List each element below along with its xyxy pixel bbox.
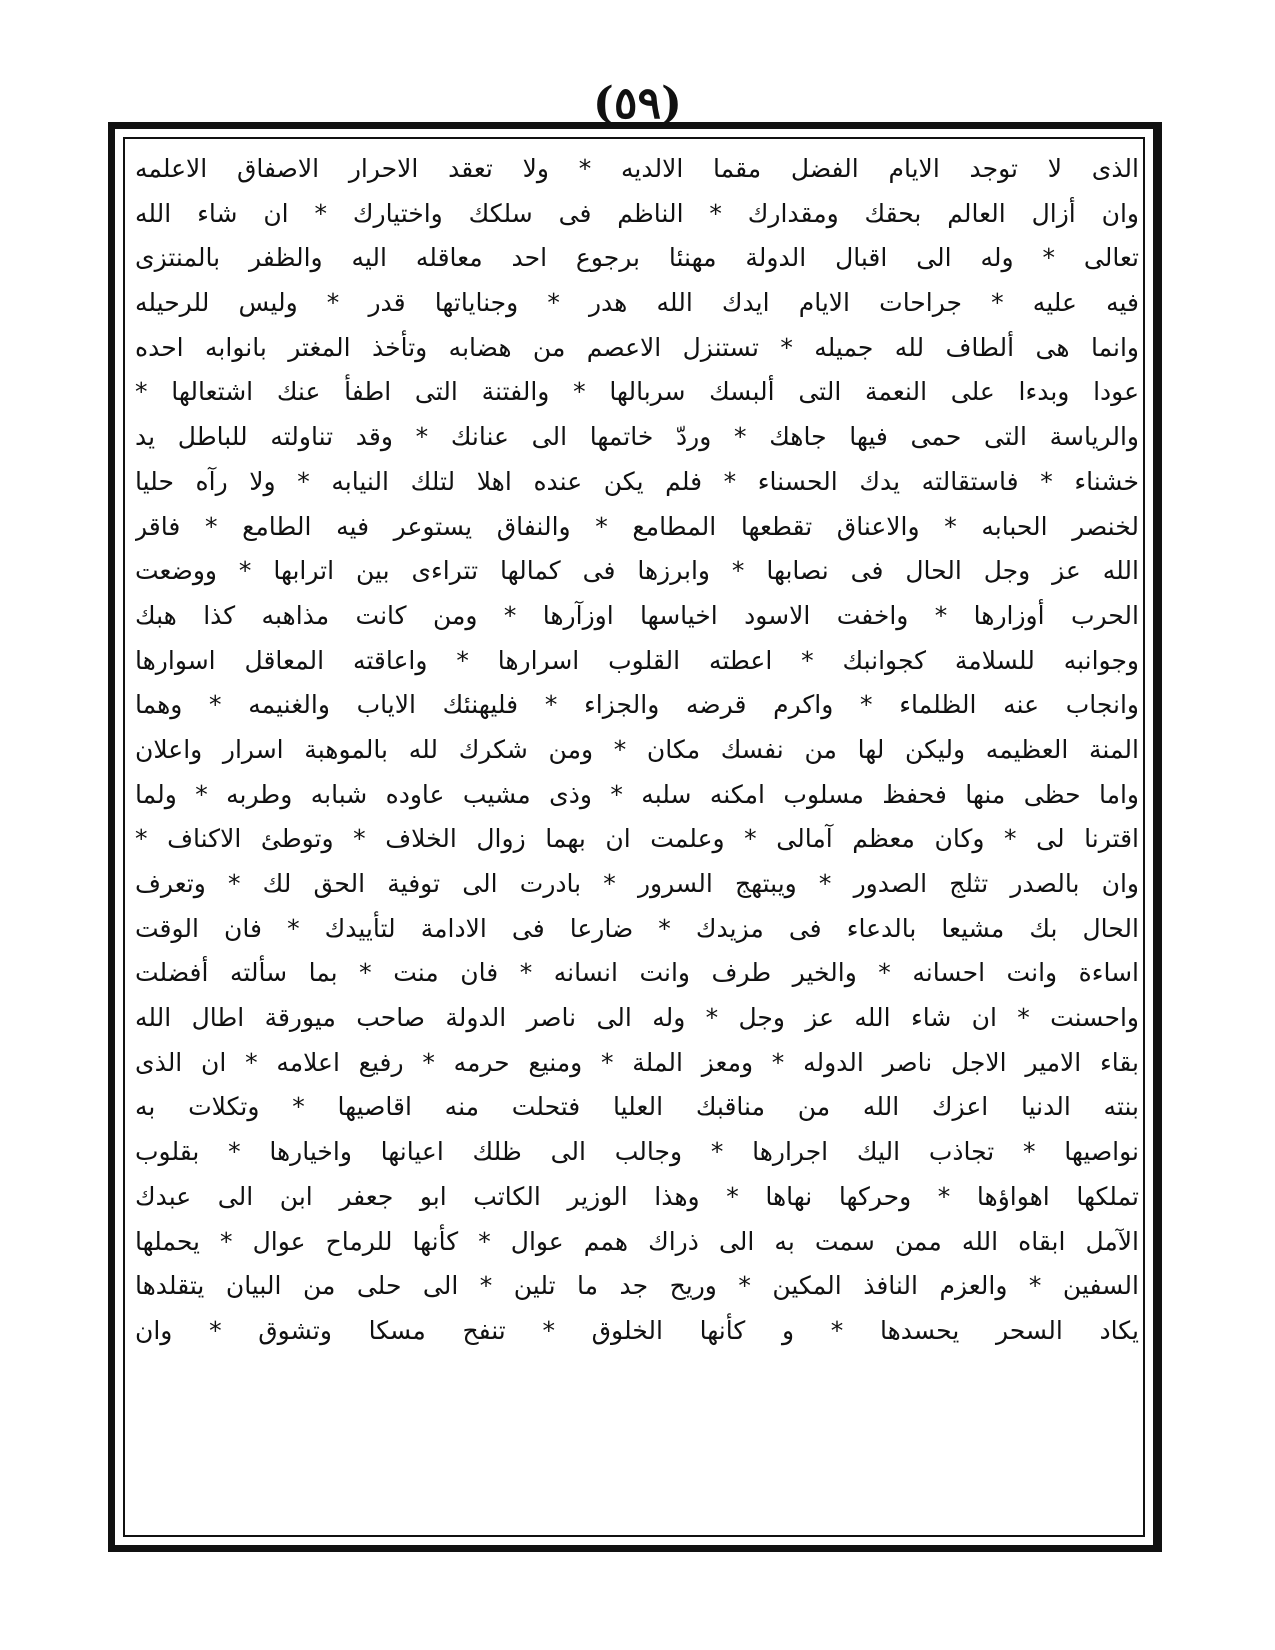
page-frame (108, 122, 1162, 1552)
text-line: خشناء * فاستقالته يدك الحسناء * فلم يكن عنده اهلا لتلك النيابه * ولا رآه حليا (135, 466, 1139, 496)
text-line: وان بالصدر تثلج الصدور * ويبتهج السرور * بادرت الى توفية الحق لك * وتعرف (135, 869, 1139, 898)
text-line: تعالى * وله الى اقبال الدولة مهنئا برجوع احد معاقله اليه والظفر بالمنتزى (135, 243, 1139, 273)
text-line: فيه عليه * جراحات الايام ايدك الله هدر * وجناياتها قدر * وليس للرحيله (135, 288, 1139, 318)
page-number: (٥٩) (593, 78, 682, 129)
text-line: الحرب أوزارها * واخفت الاسود اخياسها اوزآرها * ومن كانت مذاهبه كذا هبك (135, 600, 1139, 630)
text-line: الآمل ابقاه الله ممن سمت به الى ذراك همم عوال * كأنها للرماح عوال * يحملها (135, 1226, 1139, 1256)
text-line: السفين * والعزم النافذ المكين * وريح جد ما تلين * الى حلى من البيان يتقلدها (135, 1271, 1139, 1301)
text-line: عودا وبدءا على النعمة التى ألبسك سربالها * والفتنة التى اطفأ عنك اشتعالها * (135, 377, 1139, 407)
text-line: والرياسة التى حمى فيها جاهك * وردّ خاتمها الى عنانك * وقد تناولته للباطل يد (135, 422, 1139, 452)
text-line: واحسنت * ان شاء الله عز وجل * وله الى ناصر الدولة صاحب ميورقة اطال الله (135, 1003, 1139, 1033)
text-line: وان أزال العالم بحقك ومقدارك * الناظم فى سلكك واختيارك * ان شاء الله (135, 198, 1139, 228)
text-line: بقاء الامير الاجل ناصر الدوله * ومعز الملة * ومنيع حرمه * رفيع اعلامه * ان الذى (135, 1047, 1139, 1077)
text-line: المنة العظيمه وليكن لها من نفسك مكان * ومن شكرك لله بالموهبة اسرار واعلان (135, 734, 1139, 764)
text-line: وانجاب عنه الظلماء * واكرم قرضه والجزاء * فليهنئك الاياب والغنيمه * وهما (135, 690, 1139, 720)
text-line: لخنصر الحبابه * والاعناق تقطعها المطامع * والنفاق يستوعر فيه الطامع * فاقر (135, 511, 1139, 541)
text-line: الذى لا توجد الايام الفضل مقما الالديه * ولا تعقد الاحرار الاصفاق الاعلمه (135, 154, 1139, 183)
text-line: الله عز وجل الحال فى نصابها * وابرزها فى كمالها تتراءى بين اترابها * ووضعت (135, 556, 1139, 586)
text-line: يكاد السحر يحسدها * و كأنها الخلوق * تنفح مسكا وتشوق * وان (135, 1315, 1139, 1345)
text-line: الحال بك مشيعا بالدعاء فى مزيدك * ضارعا فى الادامة لتأييدك * فان الوقت (135, 913, 1139, 943)
text-line: نواصيها * تجاذب اليك اجرارها * وجالب الى ظلك اعيانها واخيارها * بقلوب (135, 1137, 1139, 1167)
text-line: اقترنا لى * وكان معظم آمالى * وعلمت ان بهما زوال الخلاف * وتوطئ الاكناف * (135, 824, 1139, 854)
text-line: بنته الدنيا اعزك الله من مناقبك العليا فتحلت منه اقاصيها * وتكلات به (135, 1092, 1139, 1122)
text-line: وجوانبه للسلامة كجوانبك * اعطته القلوب اسرارها * واعاقته المعاقل اسوارها (135, 645, 1139, 675)
text-line: اساءة وانت احسانه * والخير طرف وانت انسانه * فان منت * بما سألته أفضلت (135, 958, 1139, 988)
text-body (135, 147, 1139, 1354)
text-line: واما حظى منها فحفظ مسلوب امكنه سلبه * وذى مشيب عاوده شبابه وطربه * ولما (135, 779, 1139, 809)
text-line: وانما هى ألطاف لله جميله * تستنزل الاعصم من هضابه وتأخذ المغتر بانوابه احده (135, 332, 1139, 362)
text-line: تملكها اهواؤها * وحركها نهاها * وهذا الوزير الكاتب ابو جعفر ابن الى عبدك (135, 1181, 1139, 1211)
